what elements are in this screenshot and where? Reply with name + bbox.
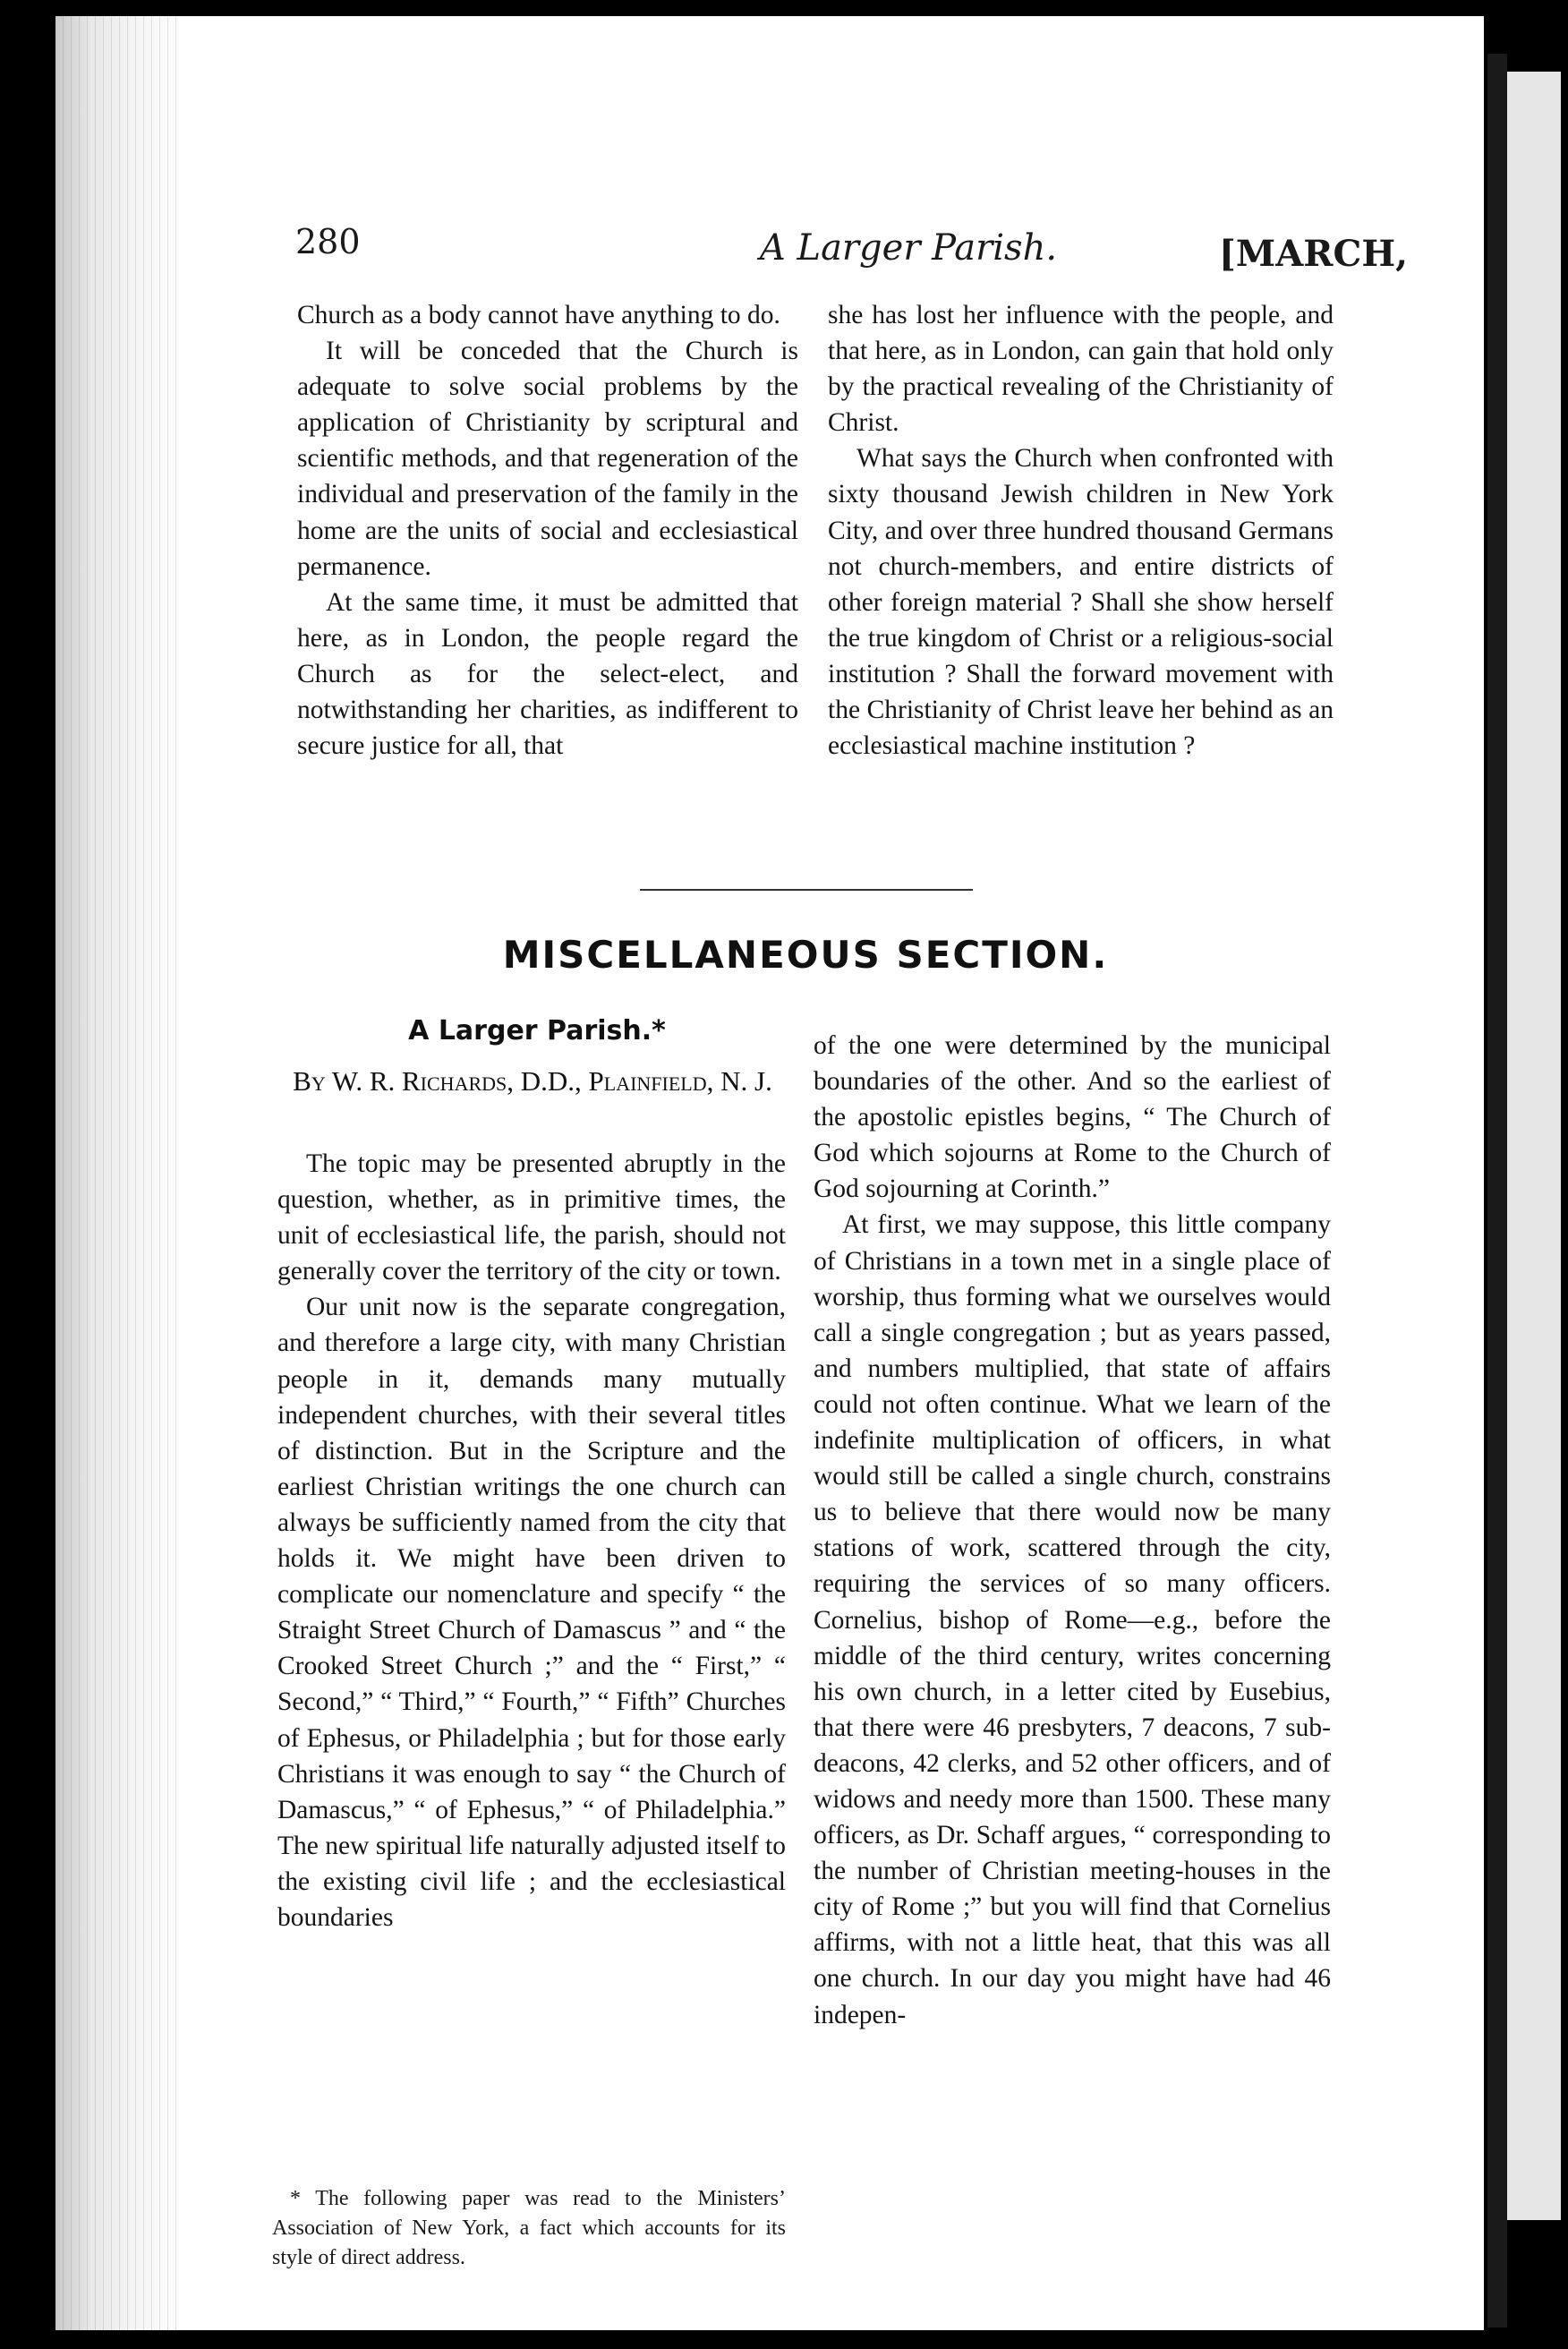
paragraph: of the one were determined by the municipal boundaries of the other. And so the earliest of the apostolic epistles begins, “ The Church of God which sojourns at Rome to the Church of God sojourning at Corinth.”: [814, 1031, 1331, 1204]
paragraph: Our unit now is the separate congregation, and therefore a large city, with many Christian people in it, demands many mutually independent churches, with their several titles of distinction. But in the Scripture and the earliest Christian writings the one church can always be sufficiently named from the city that holds it. We might have been driven to complicate our nomenclature and specify “ the Straight Street Church of Damascus ” and “ the Crooked Street Church ;” and the “ First,” “ Second,” “ Third,” “ Fourth,” “ Fifth” Churches of Ephesus, or Philadelphia ; but for those early Christians it was enough to say “ the Church of Damascus,” “ of Ephesus,” “ of Philadelphia.” The new spiritual life naturally adjusted itself to the existing civil life ; and the ecclesiastical boundaries: [277, 1293, 786, 1932]
running-month: [MARCH,: [1219, 233, 1409, 275]
page-number: 280: [295, 222, 361, 261]
paragraph: At first, we may suppose, this little company of Christians in a town met in a single place of worship, thus forming what we ourselves would call a single congregation ; but as years passed, and numbers multiplied, that state of affairs could not often continue. What we learn of the indefinite multiplication of officers, in what would still be called a single church, constrains us to believe that there would now be many stations of work, scattered through the city, requiring the services of so many officers. Cornelius, bishop of Rome—e.g., before the middle of the third century, writes concerning his own church, in a letter cited by Eusebius, that there were 46 presbyters, 7 deacons, 7 sub-deacons, 42 clerks, and 52 other officers, and of widows and needy more than 1500. These many officers, as Dr. Schaff argues, “ corresponding to the number of Christian meeting-houses in the city of Rome ;” but you will find that Cornelius affirms, with not a little heat, that this was all one church. In our day you might have had 46 indepen-: [814, 1210, 1331, 2029]
paragraph: Church as a body cannot have anything to do.: [297, 301, 780, 329]
article-byline: By W. R. Richards, D.D., Plainfield, N. J.: [293, 1065, 772, 1097]
book-page: [179, 16, 1484, 2330]
running-title: A Larger Parish.: [759, 227, 1058, 269]
paragraph: It will be conceded that the Church is adequate to solve social problems by the application of Christianity by scriptural and scientific methods, and that regeneration of the individual and preservation of the family in the home are the units of social and ecclesiastical permanence.: [297, 337, 798, 581]
footnote: * The following paper was read to the Ministers’ Association of New York, a fact which accounts for its style of direct address.: [272, 2187, 786, 2269]
paragraph: she has lost her influence with the people, and that here, as in London, can gain that hold only by the practical revealing of the Christianity of Christ.: [828, 301, 1334, 438]
section-title: MISCELLANEOUS SECTION.: [502, 933, 1109, 977]
section-divider-rule: [640, 889, 973, 891]
top-right-column: [828, 297, 1334, 764]
article-title: A Larger Parish.*: [408, 1015, 666, 1046]
article-left-column: [277, 1146, 786, 1935]
book-page-stack-lines: [63, 16, 179, 2330]
paragraph: The topic may be presented abruptly in the question, whether, as in primitive times, the unit of ecclesiastical life, the parish, should not generally cover the territory of the city or town.: [277, 1149, 786, 1286]
article-right-column: [814, 1028, 1331, 2033]
book-binding-shadow: [1487, 54, 1507, 2328]
paragraph: At the same time, it must be admitted that here, as in London, the people regard the Church as for the select-elect, and notwithstanding her charities, as indifferent to secure justice for all, that: [297, 587, 798, 761]
next-page-edge: [1507, 72, 1561, 2220]
top-left-column: [297, 297, 798, 764]
paragraph: What says the Church when confronted with sixty thousand Jewish children in New York City, and over three hundred thousand Germans not church-members, and entire districts of other foreign material ? Shall she show herself the true kingdom of Christ or a religious-social institution ? Shall the forward movement with the Christianity of Christ leave her behind as an ecclesiastical machine institution ?: [828, 444, 1334, 761]
